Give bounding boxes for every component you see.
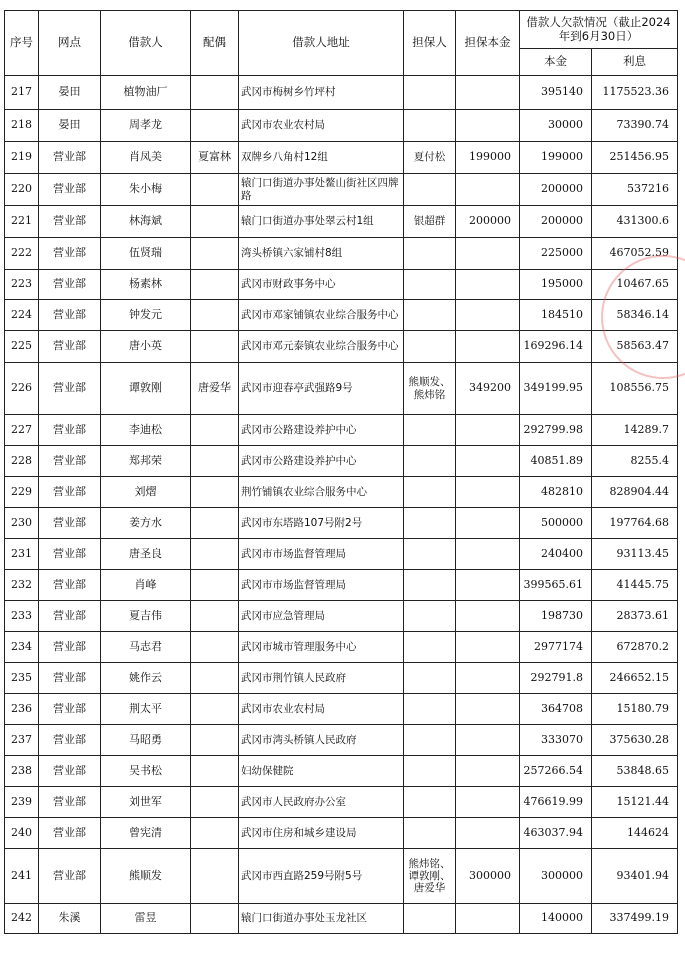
row-interest: 144624 — [592, 818, 678, 849]
row-address: 辕门口街道办事处玉龙社区 — [239, 904, 404, 934]
row-borrower: 谭敦刚 — [101, 363, 191, 415]
table-row — [5, 725, 678, 756]
row-principal: 463037.94 — [520, 818, 592, 849]
table-row — [5, 904, 678, 934]
row-interest: 337499.19 — [592, 904, 678, 934]
row-guarantee-principal — [456, 446, 520, 477]
row-borrower: 熊顺发 — [101, 849, 191, 904]
row-principal: 399565.61 — [520, 570, 592, 601]
row-guarantee-principal: 199000 — [456, 142, 520, 174]
row-guarantee-principal — [456, 725, 520, 756]
row-spouse — [191, 849, 239, 904]
row-branch: 营业部 — [39, 539, 101, 570]
row-principal: 240400 — [520, 539, 592, 570]
table-row — [5, 787, 678, 818]
row-seq: 221 — [5, 206, 39, 238]
row-seq: 224 — [5, 300, 39, 331]
header-guarantee-principal: 担保本金 — [456, 11, 520, 76]
row-interest: 246652.15 — [592, 663, 678, 694]
row-interest: 58563.47 — [592, 331, 678, 363]
row-branch: 营业部 — [39, 818, 101, 849]
row-guarantee-principal: 200000 — [456, 206, 520, 238]
row-interest: 15121.44 — [592, 787, 678, 818]
row-interest: 28373.61 — [592, 601, 678, 632]
row-guarantor — [404, 300, 456, 331]
row-spouse: 唐爱华 — [191, 363, 239, 415]
row-guarantee-principal — [456, 663, 520, 694]
row-principal: 200000 — [520, 174, 592, 206]
row-seq: 219 — [5, 142, 39, 174]
row-borrower: 夏吉伟 — [101, 601, 191, 632]
table-row — [5, 818, 678, 849]
row-branch: 营业部 — [39, 570, 101, 601]
row-interest: 828904.44 — [592, 477, 678, 508]
row-borrower: 杨素林 — [101, 270, 191, 300]
header-principal: 本金 — [520, 49, 592, 76]
row-guarantee-principal — [456, 238, 520, 270]
row-spouse — [191, 331, 239, 363]
row-principal: 225000 — [520, 238, 592, 270]
row-guarantor: 银超群 — [404, 206, 456, 238]
row-principal: 184510 — [520, 300, 592, 331]
row-guarantor — [404, 446, 456, 477]
row-spouse — [191, 570, 239, 601]
row-guarantee-principal — [456, 270, 520, 300]
row-address: 武冈市东塔路107号附2号 — [239, 508, 404, 539]
row-branch: 营业部 — [39, 238, 101, 270]
row-branch: 营业部 — [39, 849, 101, 904]
row-interest: 197764.68 — [592, 508, 678, 539]
row-guarantee-principal — [456, 904, 520, 934]
row-guarantor — [404, 238, 456, 270]
row-guarantee-principal — [456, 415, 520, 446]
row-guarantor — [404, 632, 456, 663]
row-guarantee-principal — [456, 174, 520, 206]
row-guarantee-principal — [456, 632, 520, 663]
row-spouse — [191, 110, 239, 142]
row-borrower: 朱小梅 — [101, 174, 191, 206]
row-seq: 232 — [5, 570, 39, 601]
header-borrower: 借款人 — [101, 11, 191, 76]
row-spouse — [191, 632, 239, 663]
row-borrower: 植物油厂 — [101, 76, 191, 110]
row-borrower: 吴书松 — [101, 756, 191, 787]
row-address: 武冈市城市管理服务中心 — [239, 632, 404, 663]
row-guarantor — [404, 270, 456, 300]
row-principal: 482810 — [520, 477, 592, 508]
table-row — [5, 174, 678, 206]
row-principal: 2977174 — [520, 632, 592, 663]
row-interest: 431300.6 — [592, 206, 678, 238]
row-interest: 375630.28 — [592, 725, 678, 756]
row-guarantee-principal — [456, 601, 520, 632]
header-seq: 序号 — [5, 11, 39, 76]
row-spouse — [191, 300, 239, 331]
row-address: 妇幼保健院 — [239, 756, 404, 787]
row-guarantee-principal — [456, 570, 520, 601]
row-interest: 41445.75 — [592, 570, 678, 601]
row-branch: 营业部 — [39, 725, 101, 756]
row-seq: 218 — [5, 110, 39, 142]
table-row — [5, 415, 678, 446]
row-address: 武冈市公路建设养护中心 — [239, 446, 404, 477]
row-branch: 营业部 — [39, 663, 101, 694]
row-address: 武冈市财政事务中心 — [239, 270, 404, 300]
row-principal: 333070 — [520, 725, 592, 756]
row-borrower: 曾宪清 — [101, 818, 191, 849]
row-seq: 227 — [5, 415, 39, 446]
row-branch: 营业部 — [39, 787, 101, 818]
row-address: 双牌乡八角村12组 — [239, 142, 404, 174]
table-row — [5, 694, 678, 725]
row-borrower: 马志君 — [101, 632, 191, 663]
row-address: 武冈市公路建设养护中心 — [239, 415, 404, 446]
row-borrower: 刘世军 — [101, 787, 191, 818]
row-address: 武冈市人民政府办公室 — [239, 787, 404, 818]
row-seq: 238 — [5, 756, 39, 787]
row-seq: 231 — [5, 539, 39, 570]
row-seq: 236 — [5, 694, 39, 725]
row-spouse — [191, 694, 239, 725]
row-branch: 营业部 — [39, 415, 101, 446]
row-branch: 营业部 — [39, 300, 101, 331]
row-interest: 15180.79 — [592, 694, 678, 725]
row-seq: 225 — [5, 331, 39, 363]
row-spouse — [191, 539, 239, 570]
table-row — [5, 300, 678, 331]
row-borrower: 荆太平 — [101, 694, 191, 725]
row-address: 武冈市住房和城乡建设局 — [239, 818, 404, 849]
row-spouse — [191, 508, 239, 539]
row-guarantee-principal — [456, 818, 520, 849]
row-seq: 222 — [5, 238, 39, 270]
row-address: 武冈市应急管理局 — [239, 601, 404, 632]
row-borrower: 肖峰 — [101, 570, 191, 601]
row-borrower: 伍贤瑞 — [101, 238, 191, 270]
row-spouse — [191, 270, 239, 300]
row-guarantor — [404, 904, 456, 934]
row-guarantor — [404, 756, 456, 787]
row-address: 武冈市荆竹镇人民政府 — [239, 663, 404, 694]
row-seq: 226 — [5, 363, 39, 415]
row-borrower: 周孝龙 — [101, 110, 191, 142]
row-guarantee-principal — [456, 787, 520, 818]
row-principal: 199000 — [520, 142, 592, 174]
row-principal: 198730 — [520, 601, 592, 632]
row-seq: 228 — [5, 446, 39, 477]
header-debt-summary: 借款人欠款情况（截止2024年到6月30日） — [520, 11, 678, 49]
row-guarantee-principal — [456, 76, 520, 110]
row-branch: 营业部 — [39, 206, 101, 238]
row-interest: 108556.75 — [592, 363, 678, 415]
row-seq: 241 — [5, 849, 39, 904]
row-address: 武冈市湾头桥镇人民政府 — [239, 725, 404, 756]
row-principal: 292799.98 — [520, 415, 592, 446]
row-branch: 营业部 — [39, 174, 101, 206]
row-seq: 220 — [5, 174, 39, 206]
row-guarantor — [404, 570, 456, 601]
row-guarantor — [404, 508, 456, 539]
row-spouse — [191, 725, 239, 756]
row-borrower: 林海斌 — [101, 206, 191, 238]
row-guarantor: 熊顺发、熊炜铭 — [404, 363, 456, 415]
row-seq: 217 — [5, 76, 39, 110]
loan-table — [4, 10, 678, 934]
row-address: 武冈市市场监督管理局 — [239, 539, 404, 570]
row-seq: 233 — [5, 601, 39, 632]
row-guarantor — [404, 694, 456, 725]
table-row — [5, 570, 678, 601]
row-principal: 195000 — [520, 270, 592, 300]
row-borrower: 雷昱 — [101, 904, 191, 934]
row-borrower: 肖凤美 — [101, 142, 191, 174]
row-guarantee-principal — [456, 756, 520, 787]
table-row — [5, 756, 678, 787]
table-row — [5, 849, 678, 904]
row-guarantor — [404, 818, 456, 849]
row-spouse — [191, 756, 239, 787]
header-address: 借款人地址 — [239, 11, 404, 76]
table-row — [5, 663, 678, 694]
row-interest: 672870.2 — [592, 632, 678, 663]
row-spouse — [191, 787, 239, 818]
row-guarantor — [404, 76, 456, 110]
row-address: 荆竹铺镇农业综合服务中心 — [239, 477, 404, 508]
row-principal: 169296.14 — [520, 331, 592, 363]
row-guarantee-principal — [456, 477, 520, 508]
row-branch: 营业部 — [39, 601, 101, 632]
row-borrower: 李迪松 — [101, 415, 191, 446]
row-address: 武冈市市场监督管理局 — [239, 570, 404, 601]
row-guarantor — [404, 174, 456, 206]
table-row — [5, 331, 678, 363]
row-guarantor — [404, 725, 456, 756]
row-interest: 8255.4 — [592, 446, 678, 477]
row-seq: 235 — [5, 663, 39, 694]
row-guarantor — [404, 601, 456, 632]
row-branch: 晏田 — [39, 110, 101, 142]
row-principal: 140000 — [520, 904, 592, 934]
row-spouse — [191, 76, 239, 110]
table-row — [5, 76, 678, 110]
row-interest: 93401.94 — [592, 849, 678, 904]
row-interest: 93113.45 — [592, 539, 678, 570]
row-address: 辕门口街道办事处翠云村1组 — [239, 206, 404, 238]
row-seq: 229 — [5, 477, 39, 508]
row-borrower: 刘熠 — [101, 477, 191, 508]
table-row — [5, 142, 678, 174]
row-principal: 500000 — [520, 508, 592, 539]
row-address: 武冈市梅树乡竹坪村 — [239, 76, 404, 110]
row-branch: 营业部 — [39, 270, 101, 300]
row-address: 湾头桥镇六家铺村8组 — [239, 238, 404, 270]
row-guarantor — [404, 663, 456, 694]
row-borrower: 唐小英 — [101, 331, 191, 363]
row-seq: 242 — [5, 904, 39, 934]
row-branch: 朱溪 — [39, 904, 101, 934]
row-branch: 营业部 — [39, 508, 101, 539]
row-borrower: 唐圣良 — [101, 539, 191, 570]
row-interest: 14289.7 — [592, 415, 678, 446]
row-principal: 349199.95 — [520, 363, 592, 415]
row-spouse: 夏富林 — [191, 142, 239, 174]
row-guarantor — [404, 787, 456, 818]
table-row — [5, 363, 678, 415]
row-guarantee-principal — [456, 300, 520, 331]
row-interest: 537216 — [592, 174, 678, 206]
row-interest: 58346.14 — [592, 300, 678, 331]
row-spouse — [191, 601, 239, 632]
row-spouse — [191, 904, 239, 934]
row-spouse — [191, 818, 239, 849]
header-interest: 利息 — [592, 49, 678, 76]
header-spouse: 配偶 — [191, 11, 239, 76]
table-row — [5, 477, 678, 508]
row-seq: 239 — [5, 787, 39, 818]
row-guarantor: 夏付松 — [404, 142, 456, 174]
row-interest: 251456.95 — [592, 142, 678, 174]
row-spouse — [191, 206, 239, 238]
table-row — [5, 632, 678, 663]
row-borrower: 钟发元 — [101, 300, 191, 331]
row-guarantor — [404, 331, 456, 363]
row-principal: 364708 — [520, 694, 592, 725]
row-address: 武冈市农业农村局 — [239, 110, 404, 142]
row-principal: 200000 — [520, 206, 592, 238]
row-branch: 营业部 — [39, 331, 101, 363]
row-guarantee-principal — [456, 110, 520, 142]
row-address: 辕门口街道办事处鳌山街社区四牌路 — [239, 174, 404, 206]
row-branch: 晏田 — [39, 76, 101, 110]
row-interest: 53848.65 — [592, 756, 678, 787]
header-branch: 网点 — [39, 11, 101, 76]
row-guarantee-principal — [456, 331, 520, 363]
row-branch: 营业部 — [39, 142, 101, 174]
table-row — [5, 270, 678, 300]
row-branch: 营业部 — [39, 477, 101, 508]
row-principal: 395140 — [520, 76, 592, 110]
row-guarantor — [404, 539, 456, 570]
row-seq: 237 — [5, 725, 39, 756]
table-row — [5, 601, 678, 632]
row-address: 武冈市西直路259号附5号 — [239, 849, 404, 904]
table-row — [5, 110, 678, 142]
row-principal: 292791.8 — [520, 663, 592, 694]
row-seq: 223 — [5, 270, 39, 300]
row-guarantee-principal — [456, 539, 520, 570]
row-guarantor: 熊炜铭、谭敦刚、唐爱华 — [404, 849, 456, 904]
row-principal: 257266.54 — [520, 756, 592, 787]
row-borrower: 郑邦荣 — [101, 446, 191, 477]
row-spouse — [191, 663, 239, 694]
row-branch: 营业部 — [39, 694, 101, 725]
row-guarantee-principal: 349200 — [456, 363, 520, 415]
row-principal: 40851.89 — [520, 446, 592, 477]
row-address: 武冈市农业农村局 — [239, 694, 404, 725]
row-guarantor — [404, 110, 456, 142]
row-borrower: 姜方水 — [101, 508, 191, 539]
row-address: 武冈市迎春亭武强路9号 — [239, 363, 404, 415]
table-row — [5, 539, 678, 570]
row-spouse — [191, 238, 239, 270]
row-seq: 240 — [5, 818, 39, 849]
row-guarantee-principal — [456, 694, 520, 725]
row-branch: 营业部 — [39, 756, 101, 787]
row-interest: 73390.74 — [592, 110, 678, 142]
header-guarantor: 担保人 — [404, 11, 456, 76]
row-address: 武冈市邓家铺镇农业综合服务中心 — [239, 300, 404, 331]
row-seq: 234 — [5, 632, 39, 663]
row-spouse — [191, 174, 239, 206]
row-interest: 10467.65 — [592, 270, 678, 300]
row-guarantee-principal: 300000 — [456, 849, 520, 904]
table-row — [5, 446, 678, 477]
row-interest: 1175523.36 — [592, 76, 678, 110]
row-borrower: 马昭勇 — [101, 725, 191, 756]
row-principal: 300000 — [520, 849, 592, 904]
row-guarantee-principal — [456, 508, 520, 539]
table-row — [5, 206, 678, 238]
row-interest: 467052.59 — [592, 238, 678, 270]
row-principal: 30000 — [520, 110, 592, 142]
row-branch: 营业部 — [39, 446, 101, 477]
row-principal: 476619.99 — [520, 787, 592, 818]
row-branch: 营业部 — [39, 363, 101, 415]
row-spouse — [191, 477, 239, 508]
row-spouse — [191, 446, 239, 477]
row-address: 武冈市邓元泰镇农业综合服务中心 — [239, 331, 404, 363]
row-branch: 营业部 — [39, 632, 101, 663]
table-row — [5, 238, 678, 270]
table-row — [5, 508, 678, 539]
row-borrower: 姚作云 — [101, 663, 191, 694]
row-guarantor — [404, 477, 456, 508]
row-spouse — [191, 415, 239, 446]
row-seq: 230 — [5, 508, 39, 539]
row-guarantor — [404, 415, 456, 446]
